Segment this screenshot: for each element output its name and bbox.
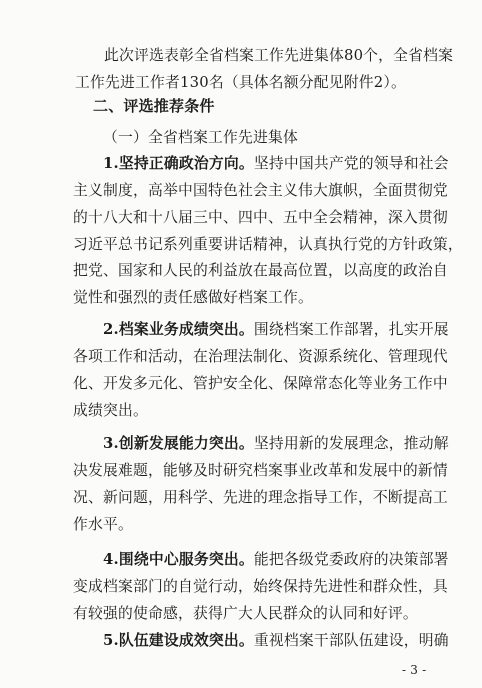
intro-line-1: 此次评选表彰全省档案工作先进集体80个，全省档案 <box>104 47 454 64</box>
item-5-first-line <box>103 629 449 650</box>
subsection-heading: （一）全省档案工作先进集体 <box>103 129 298 146</box>
item-2-line-2: 各项工作和活动，在治理法制化、资源系统化、管理现代 <box>73 348 448 365</box>
item-5-text: 重视档案干部队伍建设，明确 <box>253 632 449 649</box>
item-3-line-4: 作水平。 <box>73 516 133 533</box>
item-2-line-4: 成绩突出。 <box>73 402 148 419</box>
item-4-title: 4.围绕中心服务突出。 <box>103 551 254 568</box>
item-1-line-3: 的十八大和十八届三中、四中、五中全会精神，深入贯彻 <box>73 209 448 226</box>
item-3-first-line <box>103 432 449 453</box>
item-5-title: 5.队伍建设成效突出。 <box>103 632 254 649</box>
intro-line-2: 工作先进工作者130名（具体名额分配见附件2）。 <box>75 74 406 91</box>
item-3-line-2: 决发展难题，能够及时研究档案事业改革和发展中的新情 <box>73 462 448 479</box>
item-1-line-4: 习近平总书记系列重要讲话精神，认真执行党的方针政策， <box>73 236 463 253</box>
item-4-first-line <box>103 548 449 569</box>
item-4-line-3: 有较强的使命感，获得广大人民群众的认同和好评。 <box>73 605 418 622</box>
item-2-line-3: 化、开发多元化、管护安全化、保障常态化等业务工作中 <box>73 375 448 392</box>
item-1-first-line <box>103 152 449 173</box>
item-3-text: 坚持用新的发展理念，推动解 <box>253 435 449 452</box>
item-2-title: 2.档案业务成绩突出。 <box>103 321 254 338</box>
item-3-line-3: 况、新问题，用科学、先进的理念指导工作，不断提高工 <box>73 489 448 506</box>
item-4-text: 能把各级党委政府的决策部署 <box>253 551 449 568</box>
item-1-line-5: 把党、国家和人民的利益放在最高位置，以高度的政治自 <box>73 262 448 279</box>
section-heading: 二、评选推荐条件 <box>93 97 215 115</box>
page-number: - 3 - <box>402 663 427 677</box>
item-1-text: 坚持中国共产党的领导和社会 <box>253 155 449 172</box>
item-3-title: 3.创新发展能力突出。 <box>103 435 254 452</box>
item-1-line-6: 觉性和强烈的责任感做好档案工作。 <box>73 289 313 306</box>
item-1-line-2: 主义制度，高举中国特色社会主义伟大旗帜，全面贯彻党 <box>73 182 448 199</box>
item-4-line-2: 变成档案部门的自觉行动，始终保持先进性和群众性，具 <box>73 578 448 595</box>
item-1-title: 1.坚持正确政治方向。 <box>103 155 254 172</box>
item-2-text: 围绕档案工作部署，扎实开展 <box>253 321 449 338</box>
item-2-first-line <box>103 318 449 339</box>
